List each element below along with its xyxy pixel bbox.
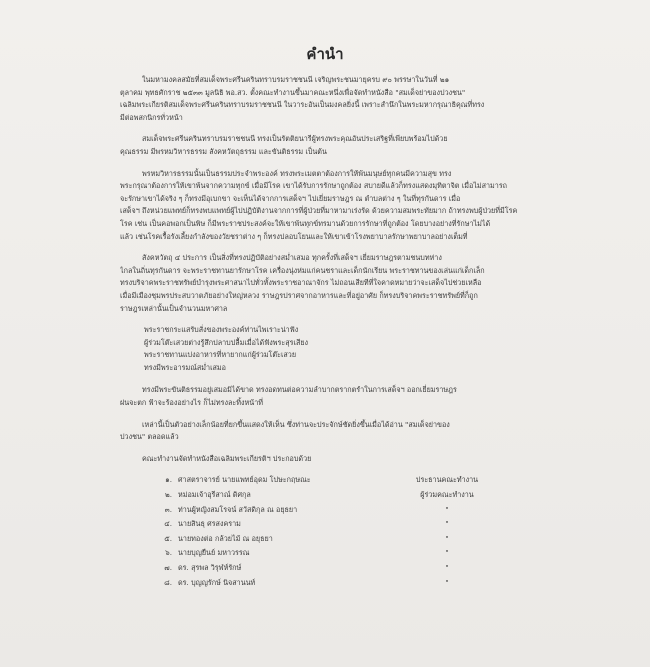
- member-name: นายบุญยืนย์ มหาวรรณ: [178, 548, 250, 558]
- member-number: ๑.: [165, 475, 172, 485]
- paragraph-line: สังคหวัตถุ ๔ ประการ เป็นสิ่งที่ทรงปฏิบัติอย่างสม่ำเสมอ ทุกครั้งที่เสด็จฯ เยี่ยมราษฎรตามชนบทห่าง: [142, 253, 442, 263]
- verse-line: ผู้ร่วมโต๊ะเสวยต่างรู้สึกปลาบปลื้มเมื่อได้ฟังพระสุรเสียง: [144, 337, 309, 347]
- committee-member-row: [120, 547, 525, 562]
- verse-line: พระราชทานแบ่งอาหารที่หายากแก่ผู้ร่วมโต๊ะเสวย: [144, 350, 297, 360]
- committee-member-row: [120, 518, 525, 533]
- paragraph-line: ทรงบริจาคพระราชทรัพย์บำรุงพระศาสนาไปทั่วทั้งพระราชอาณาจักร ไม่ถอนเสียทีที่ใจคาดหมายว่าจะเสด็จไปช่วยเหลือ: [120, 278, 482, 288]
- paragraph-1: [120, 74, 525, 124]
- member-role: ผู้ร่วมคณะทำงาน: [420, 490, 474, 500]
- paragraph-line: เหล่านี้เป็นตัวอย่างเล็กน้อยที่ยกขึ้นแสดงให้เห็น ซึ่งท่านจะประจักษ์ชัดยิ่งขึ้นเมื่อได้อ่าน "สมเด็จย่าของ: [142, 419, 450, 429]
- member-name: นายทองต่อ กล้วยไม้ ณ อยุธยา: [178, 533, 273, 543]
- member-name: นายสินธุ ศรสงคราม: [178, 519, 241, 529]
- paragraph-line: เฉลิมพระเกียรติสมเด็จพระศรีนครินทราบรมราชชนนี ในวาระอันเป็นมงคลยิ่งนี้ เพราะสำนึกในพระมหากรุณาธิคุณที่ทรง: [120, 100, 485, 110]
- member-role: ": [445, 519, 449, 529]
- committee-member-row: [120, 562, 525, 577]
- paragraph-line: ทรงมีพระขันติธรรมอยู่เสมอมิได้ขาด ทรงอดทนต่อความลำบากตรากตรำในการเสด็จฯ ออกเยี่ยมราษฎร: [142, 385, 457, 395]
- member-role: ": [445, 504, 449, 514]
- committee-member-row: [120, 577, 525, 592]
- paragraph-line: ในมหามงคลสมัยที่สมเด็จพระศรีนครินทราบรมราชชนนี เจริญพระชนมายุครบ ๙๐ พรรษาในวันที่ ๒๑: [142, 75, 450, 84]
- preface-paragraphs: [120, 74, 525, 315]
- paragraph-line: โรค เช่น เป็นคอพอกเป็นพิษ ก็มีพระราชประสงค์จะให้เขาพ้นทุกข์ทรมานด้วยการรักษาที่ถูกต้อง โดยบางอย่างที่รักษาไม่ได้: [120, 218, 491, 228]
- paragraph-line: พรหมวิหารธรรมนั้นเป็นธรรมประจำพระองค์ ทรงพระเมตตาต้องการให้พ้นมนุษย์ทุกคนมีความสุข ทรง: [142, 168, 452, 178]
- member-number: ๒.: [164, 490, 172, 500]
- paragraph-line: แล้ว เช่นโรคเรื้อรังเลี้ยงกำลังของวัยชราต่าง ๆ ก็ทรงปลอบโยนและให้เขาเข้าโรงพยาบาลรักษาพยาบาลอย่างเต็มที่: [120, 231, 468, 241]
- member-role: ": [445, 533, 449, 543]
- page-title: คำนำ: [306, 45, 344, 63]
- paragraph-line: จะรักษาเขาได้จริง ๆ ก็ทรงมีอุเบกขา จะเห็นได้จากการเสด็จฯ ไปเยี่ยมราษฎร ณ ตำบลต่าง ๆ ในที่ทุรกันดาร เมื่อ: [120, 193, 461, 203]
- member-name: หม่อมเจ้าอุรีสาณ์ ดิศกุล: [178, 490, 251, 500]
- paragraph-line: เมื่อมีเมืองชุมพรประสบวาตภัยอย่างใหญ่หลวง ราษฎรปราศจากอาหารและที่อยู่อาศัย ก็ทรงบริจาคพระราชทรัพย์ที่ก็ถูก: [120, 290, 478, 300]
- committee-member-row: [120, 489, 525, 504]
- member-name: ดร. บุญญรักษ์ นิจสานนท์: [178, 577, 256, 587]
- member-role: ": [445, 548, 449, 558]
- paragraph-2: [120, 133, 525, 158]
- member-role: ": [445, 563, 449, 572]
- verse-line: พระราชกระแสรับสั่งของพระองค์ท่านไพเราะน่าฟัง: [144, 325, 299, 335]
- verse-block: [144, 324, 525, 374]
- committee-member-row: [120, 504, 525, 519]
- member-name: ดร. สุรพล วิรุฬห์รักษ์: [178, 563, 242, 572]
- paragraph-line: พระกรุณาต้องการให้เขาพ้นจากความทุกข์ เมื่อมีโรค เขาได้รับการรักษาถูกต้อง สบายดีแล้วก็ทรงแสดงมุทิตาจิต เมื่อไม่สามารถ: [120, 181, 508, 191]
- member-number: ๗.: [164, 563, 172, 572]
- paragraph-3: [120, 168, 525, 244]
- member-name: ท่านผู้หญิงสมโรจน์ สวัสดิกุล ณ อยุธยา: [178, 504, 298, 514]
- member-role: ประธานคณะทำงาน: [415, 475, 479, 485]
- committee-list: [120, 474, 525, 591]
- paragraph-line: ไกลในถิ่นทุรกันดาร จะพระราชทานยารักษาโรค เครื่องนุ่งห่มแก่คนชราและเด็กนักเรียน พระราชทานของเล่นแก่เด็กเล็ก: [120, 265, 485, 275]
- paragraph-line: ปวงชน" ตลอดแล้ว: [120, 432, 179, 442]
- paragraph-after-2: [120, 419, 525, 444]
- document-body: [120, 74, 525, 591]
- paragraph-line: มีต่อพสกนิกรทั่วหน้า: [120, 112, 183, 122]
- member-number: ๕.: [164, 533, 172, 543]
- member-number: ๖.: [165, 548, 172, 558]
- committee-member-row: [120, 533, 525, 548]
- member-number: ๓.: [164, 504, 172, 514]
- paragraph-line: ราษฎรเหล่านั้นเป็นจำนวนมหาศาล: [120, 303, 228, 313]
- paragraph-line: คุณธรรม มีพรหมวิหารธรรม สังคหวัตถุธรรม และขันติธรรม เป็นต้น: [120, 146, 327, 156]
- preface-paragraphs-after: [120, 384, 525, 443]
- member-name: ศาสตราจารย์ นายแพทย์อุดม โปษะกฤษณะ: [178, 475, 311, 485]
- committee-intro: คณะทำงานจัดทำหนังสือเฉลิมพระเกียรติฯ ประกอบด้วย: [142, 453, 312, 463]
- member-number: ๘.: [164, 577, 172, 587]
- member-role: ": [445, 577, 449, 587]
- paragraph-line: ฝนจะตก ฟ้าจะร้องอย่างไร ก็ไม่ทรงละทิ้งหน้าที่: [120, 398, 263, 408]
- paragraph-line: สมเด็จพระศรีนครินทราบรมราชชนนี ทรงเป็นรัตติยนารีผู้ทรงพระคุณอันประเสริฐที่เพียบพร้อมไปด้วย: [142, 134, 448, 144]
- member-number: ๔.: [164, 519, 172, 529]
- paragraph-line: เสด็จฯ ถึงหน่วยแพทย์ก็ทรงพบแพทย์ผู้ไปปฏิบัติงานจากการที่ผู้ป่วยที่มาหามาเร่งรัด ด้วยความสมพระทัยมาก ถ้าทรงพบผู้ป่วยที่มีโรค: [120, 206, 518, 216]
- paragraph-line: ตุลาคม พุทธศักราช ๒๕๓๓ มูลนิธิ พอ.สว. ตั้งคณะทำงานขึ้นมาคณะหนึ่งเพื่อจัดทำหนังสือ "สมเด็จย่าของปวงชน": [120, 87, 466, 97]
- paragraph-after-1: [120, 384, 525, 409]
- verse-line: ทรงมีพระอารมณ์สม่ำเสมอ: [144, 362, 226, 372]
- paragraph-4: [120, 252, 525, 315]
- committee-member-row: [120, 474, 525, 489]
